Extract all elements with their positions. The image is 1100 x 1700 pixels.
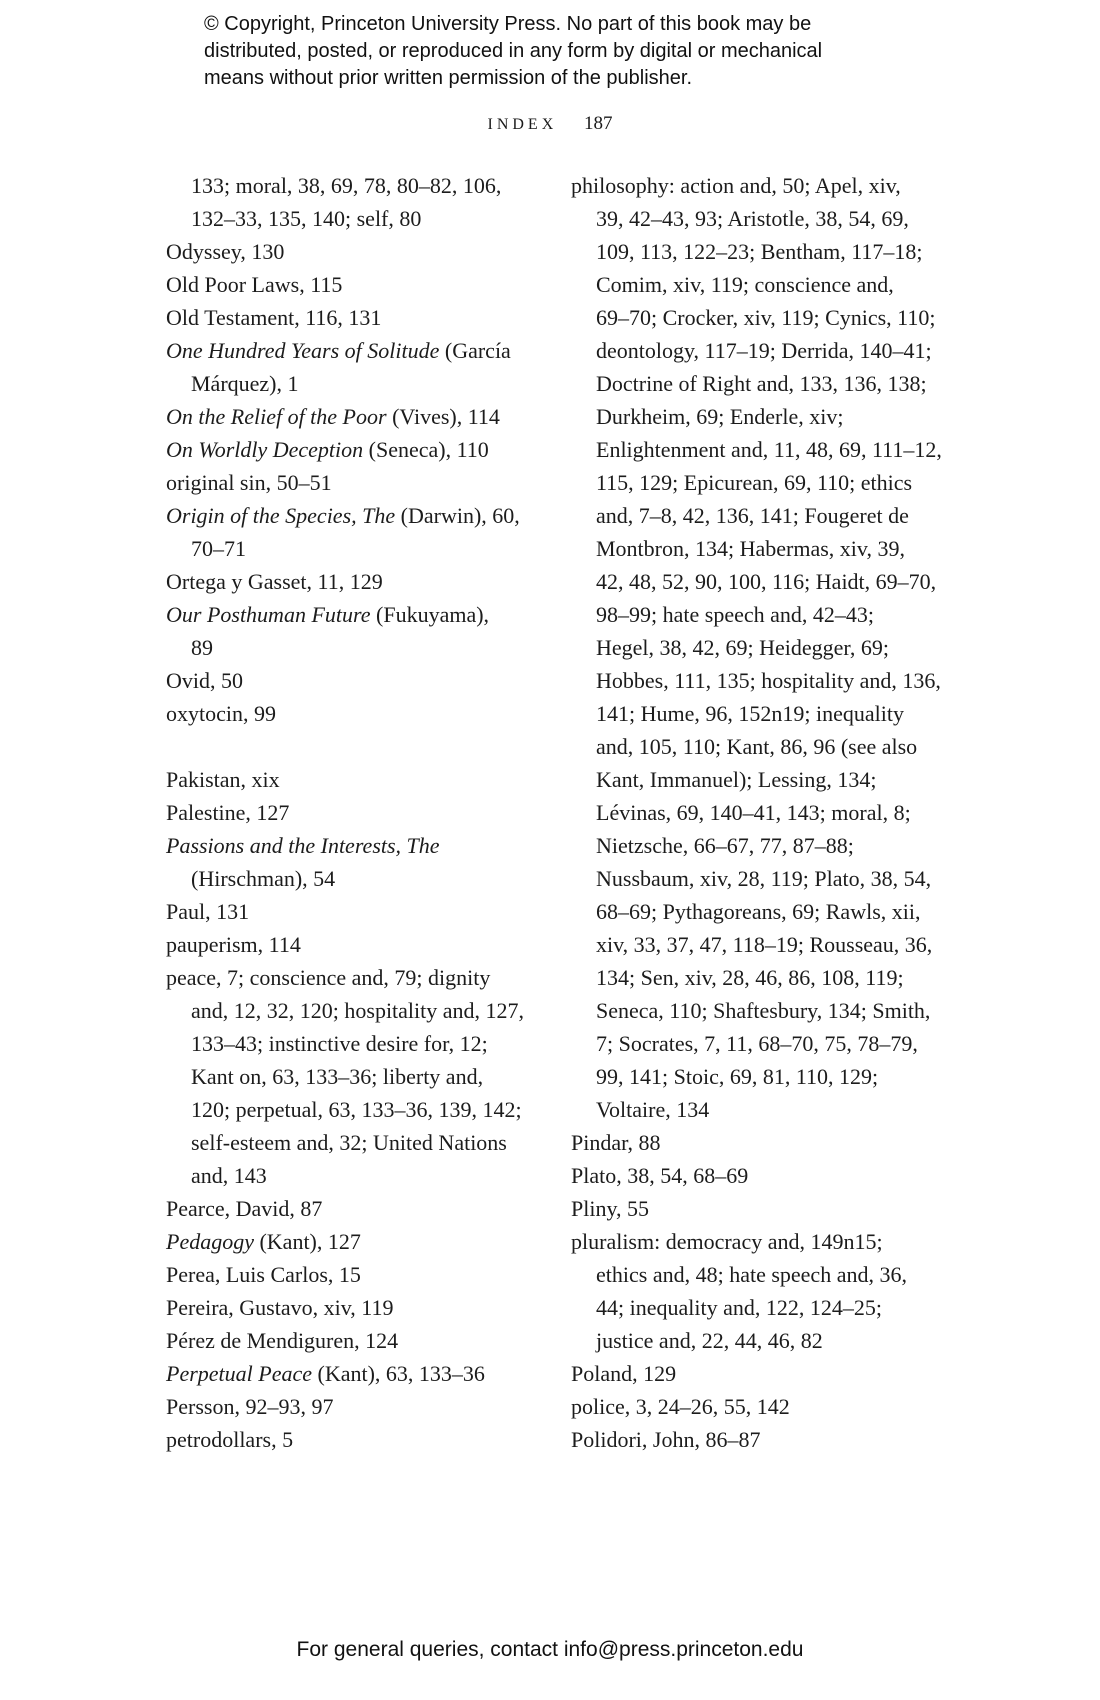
entry-line: Pereira, Gustavo, xiv, 119 bbox=[166, 1295, 394, 1320]
entry-title-italic: On Worldly Deception bbox=[166, 437, 364, 462]
entry-line: Nussbaum, xiv, 28, 119; Plato, 38, 54, bbox=[596, 866, 932, 891]
entry-line: 68–69; Pythagoreans, 69; Rawls, xii, bbox=[596, 899, 921, 924]
index-column-left bbox=[166, 169, 546, 1456]
entry-line bbox=[166, 334, 546, 367]
copyright-line: means without prior written permission of the publisher. bbox=[204, 67, 693, 89]
entry-line: Hobbes, 111, 135; hospitality and, 136, bbox=[596, 668, 941, 693]
entry-text: (Fukuyama), bbox=[370, 602, 490, 627]
index-entry bbox=[571, 1159, 951, 1192]
entry-line: Kant on, 63, 133–36; liberty and, bbox=[191, 1064, 484, 1089]
entry-title-italic: Pedagogy bbox=[166, 1229, 254, 1254]
entry-title-italic: Our Posthuman Future bbox=[166, 602, 371, 627]
entry-line: Montbron, 134; Habermas, xiv, 39, bbox=[596, 536, 905, 561]
entry-line: original sin, 50–51 bbox=[166, 470, 332, 495]
entry-title-italic: One Hundred Years of Solitude bbox=[166, 338, 440, 363]
index-entry bbox=[166, 928, 546, 961]
entry-line: 42, 48, 52, 90, 100, 116; Haidt, 69–70, bbox=[596, 569, 937, 594]
entry-line: xiv, 33, 37, 47, 118–19; Rousseau, 36, bbox=[596, 932, 933, 957]
entry-line: Odyssey, 130 bbox=[166, 239, 285, 264]
entry-line: ethics and, 48; hate speech and, 36, bbox=[596, 1262, 907, 1287]
index-entry bbox=[166, 301, 546, 334]
index-entry bbox=[166, 697, 546, 730]
running-head bbox=[0, 113, 1100, 135]
entry-line: pluralism: democracy and, 149n15; bbox=[571, 1229, 883, 1254]
index-entry bbox=[166, 565, 546, 598]
index-entry bbox=[166, 268, 546, 301]
entry-line: Seneca, 110; Shaftesbury, 134; Smith, bbox=[596, 998, 931, 1023]
entry-title-italic: Origin of the Species, The bbox=[166, 503, 396, 528]
entry-line: Palestine, 127 bbox=[166, 800, 290, 825]
index-entry bbox=[571, 1390, 951, 1423]
entry-line: Kant, Immanuel); Lessing, 134; bbox=[596, 767, 877, 792]
entry-line: 141; Hume, 96, 152n19; inequality bbox=[596, 701, 904, 726]
entry-title-italic: On the Relief of the Poor bbox=[166, 404, 387, 429]
entry-line: Nietzsche, 66–67, 77, 87–88; bbox=[596, 833, 854, 858]
entry-line: 99, 141; Stoic, 69, 81, 110, 129; bbox=[596, 1064, 879, 1089]
index-entry bbox=[166, 235, 546, 268]
entry-line: Comim, xiv, 119; conscience and, bbox=[596, 272, 894, 297]
entry-line: Poland, 129 bbox=[571, 1361, 677, 1386]
entry-line: Pérez de Mendiguren, 124 bbox=[166, 1328, 399, 1353]
entry-line: Persson, 92–93, 97 bbox=[166, 1394, 334, 1419]
entry-line: and, 12, 32, 120; hospitality and, 127, bbox=[191, 998, 525, 1023]
entry-line: Plato, 38, 54, 68–69 bbox=[571, 1163, 749, 1188]
index-entry bbox=[571, 1357, 951, 1390]
footer-contact: For general queries, contact info@press.princeton.edu bbox=[296, 1638, 804, 1661]
entry-text: (Seneca), 110 bbox=[363, 437, 489, 462]
entry-line bbox=[166, 829, 546, 862]
entry-line: and, 143 bbox=[191, 1163, 267, 1188]
index-column-right bbox=[571, 169, 951, 1456]
index-entry bbox=[166, 598, 546, 664]
entry-line: Enlightenment and, 11, 48, 69, 111–12, bbox=[596, 437, 942, 462]
entry-line: 89 bbox=[191, 635, 213, 660]
entry-title-italic: Perpetual Peace bbox=[166, 1361, 312, 1386]
entry-line: philosophy: action and, 50; Apel, xiv, bbox=[571, 173, 901, 198]
entry-line: Voltaire, 134 bbox=[596, 1097, 710, 1122]
entry-line: peace, 7; conscience and, 79; dignity bbox=[166, 965, 491, 990]
entry-line bbox=[166, 1357, 546, 1390]
entry-line bbox=[166, 499, 546, 532]
entry-line: Márquez), 1 bbox=[191, 371, 299, 396]
entry-line: 133–43; instinctive desire for, 12; bbox=[191, 1031, 488, 1056]
entry-line: 98–99; hate speech and, 42–43; bbox=[596, 602, 874, 627]
entry-line: deontology, 117–19; Derrida, 140–41; bbox=[596, 338, 932, 363]
entry-line: Pakistan, xix bbox=[166, 767, 280, 792]
entry-line: 133; moral, 38, 69, 78, 80–82, 106, bbox=[191, 173, 502, 198]
entry-line: 115, 129; Epicurean, 69, 110; ethics bbox=[596, 470, 913, 495]
entry-line bbox=[166, 400, 546, 433]
entry-line: 7; Socrates, 7, 11, 68–70, 75, 78–79, bbox=[596, 1031, 918, 1056]
entry-line: 134; Sen, xiv, 28, 46, 86, 108, 119; bbox=[596, 965, 904, 990]
entry-line: Perea, Luis Carlos, 15 bbox=[166, 1262, 361, 1287]
copyright-line: © Copyright, Princeton University Press. No part of this book may be bbox=[204, 13, 812, 35]
entry-line: and, 7–8, 42, 136, 141; Fougeret de bbox=[596, 503, 909, 528]
entry-line: Old Poor Laws, 115 bbox=[166, 272, 343, 297]
index-entry bbox=[166, 499, 546, 565]
page-number: 187 bbox=[584, 113, 613, 134]
index-entry bbox=[166, 1192, 546, 1225]
index-entry bbox=[166, 961, 546, 1192]
entry-text: (Vives), 114 bbox=[386, 404, 500, 429]
letter-section-gap bbox=[166, 730, 546, 763]
entry-line: self-esteem and, 32; United Nations bbox=[191, 1130, 507, 1155]
entry-line: 120; perpetual, 63, 133–36, 139, 142; bbox=[191, 1097, 522, 1122]
index-entry bbox=[571, 169, 951, 1126]
index-entry bbox=[166, 1258, 546, 1291]
index-entry bbox=[166, 433, 546, 466]
entry-line: and, 105, 110; Kant, 86, 96 (see also bbox=[596, 734, 918, 759]
entry-text: (Kant), 127 bbox=[253, 1229, 361, 1254]
entry-line: oxytocin, 99 bbox=[166, 701, 276, 726]
index-entry bbox=[166, 1357, 546, 1390]
entry-line: petrodollars, 5 bbox=[166, 1427, 294, 1452]
entry-title-italic: Passions and the Interests, The bbox=[166, 833, 440, 858]
entry-line bbox=[166, 1225, 546, 1258]
index-entry bbox=[166, 829, 546, 895]
entry-line: Pindar, 88 bbox=[571, 1130, 661, 1155]
entry-line: Ortega y Gasset, 11, 129 bbox=[166, 569, 383, 594]
entry-line: 132–33, 135, 140; self, 80 bbox=[191, 206, 422, 231]
entry-line: Paul, 131 bbox=[166, 899, 250, 924]
entry-text: (García bbox=[439, 338, 511, 363]
index-entry bbox=[166, 895, 546, 928]
index-entry bbox=[571, 1192, 951, 1225]
entry-line: (Hirschman), 54 bbox=[191, 866, 336, 891]
entry-line: Lévinas, 69, 140–41, 143; moral, 8; bbox=[596, 800, 911, 825]
entry-line bbox=[166, 598, 546, 631]
index-entry bbox=[571, 1423, 951, 1456]
entry-line bbox=[166, 433, 546, 466]
index-entry bbox=[166, 1291, 546, 1324]
entry-line: Ovid, 50 bbox=[166, 668, 243, 693]
entry-line: pauperism, 114 bbox=[166, 932, 301, 957]
entry-line: Durkheim, 69; Enderle, xiv; bbox=[596, 404, 844, 429]
index-entry bbox=[166, 334, 546, 400]
copyright-line: distributed, posted, or reproduced in any form by digital or mechanical bbox=[204, 40, 823, 62]
entry-line: 44; inequality and, 122, 124–25; bbox=[596, 1295, 882, 1320]
index-entry bbox=[166, 763, 546, 796]
entry-line: Polidori, John, 86–87 bbox=[571, 1427, 761, 1452]
entry-line: 39, 42–43, 93; Aristotle, 38, 54, 69, bbox=[596, 206, 909, 231]
index-entry bbox=[166, 664, 546, 697]
copyright-notice bbox=[204, 11, 924, 92]
entry-line: Doctrine of Right and, 133, 136, 138; bbox=[596, 371, 927, 396]
entry-line: Pliny, 55 bbox=[571, 1196, 650, 1221]
index-entry bbox=[571, 1126, 951, 1159]
index-entry bbox=[166, 1390, 546, 1423]
index-entry bbox=[571, 1225, 951, 1357]
entry-line: Pearce, David, 87 bbox=[166, 1196, 323, 1221]
running-head-label: INDEX bbox=[487, 116, 558, 133]
entry-line: 109, 113, 122–23; Bentham, 117–18; bbox=[596, 239, 923, 264]
index-entry bbox=[166, 1225, 546, 1258]
index-entry bbox=[166, 1324, 546, 1357]
entry-line: Hegel, 38, 42, 69; Heidegger, 69; bbox=[596, 635, 889, 660]
entry-line: 70–71 bbox=[191, 536, 246, 561]
entry-line: police, 3, 24–26, 55, 142 bbox=[571, 1394, 790, 1419]
entry-text: (Darwin), 60, bbox=[395, 503, 520, 528]
entry-line: Old Testament, 116, 131 bbox=[166, 305, 382, 330]
entry-line: 69–70; Crocker, xiv, 119; Cynics, 110; bbox=[596, 305, 936, 330]
entry-text: (Kant), 63, 133–36 bbox=[312, 1361, 485, 1386]
index-entry bbox=[166, 400, 546, 433]
index-entry bbox=[166, 796, 546, 829]
entry-line: justice and, 22, 44, 46, 82 bbox=[596, 1328, 823, 1353]
index-entry bbox=[166, 466, 546, 499]
continued-entry bbox=[166, 169, 546, 235]
index-entry bbox=[166, 1423, 546, 1456]
